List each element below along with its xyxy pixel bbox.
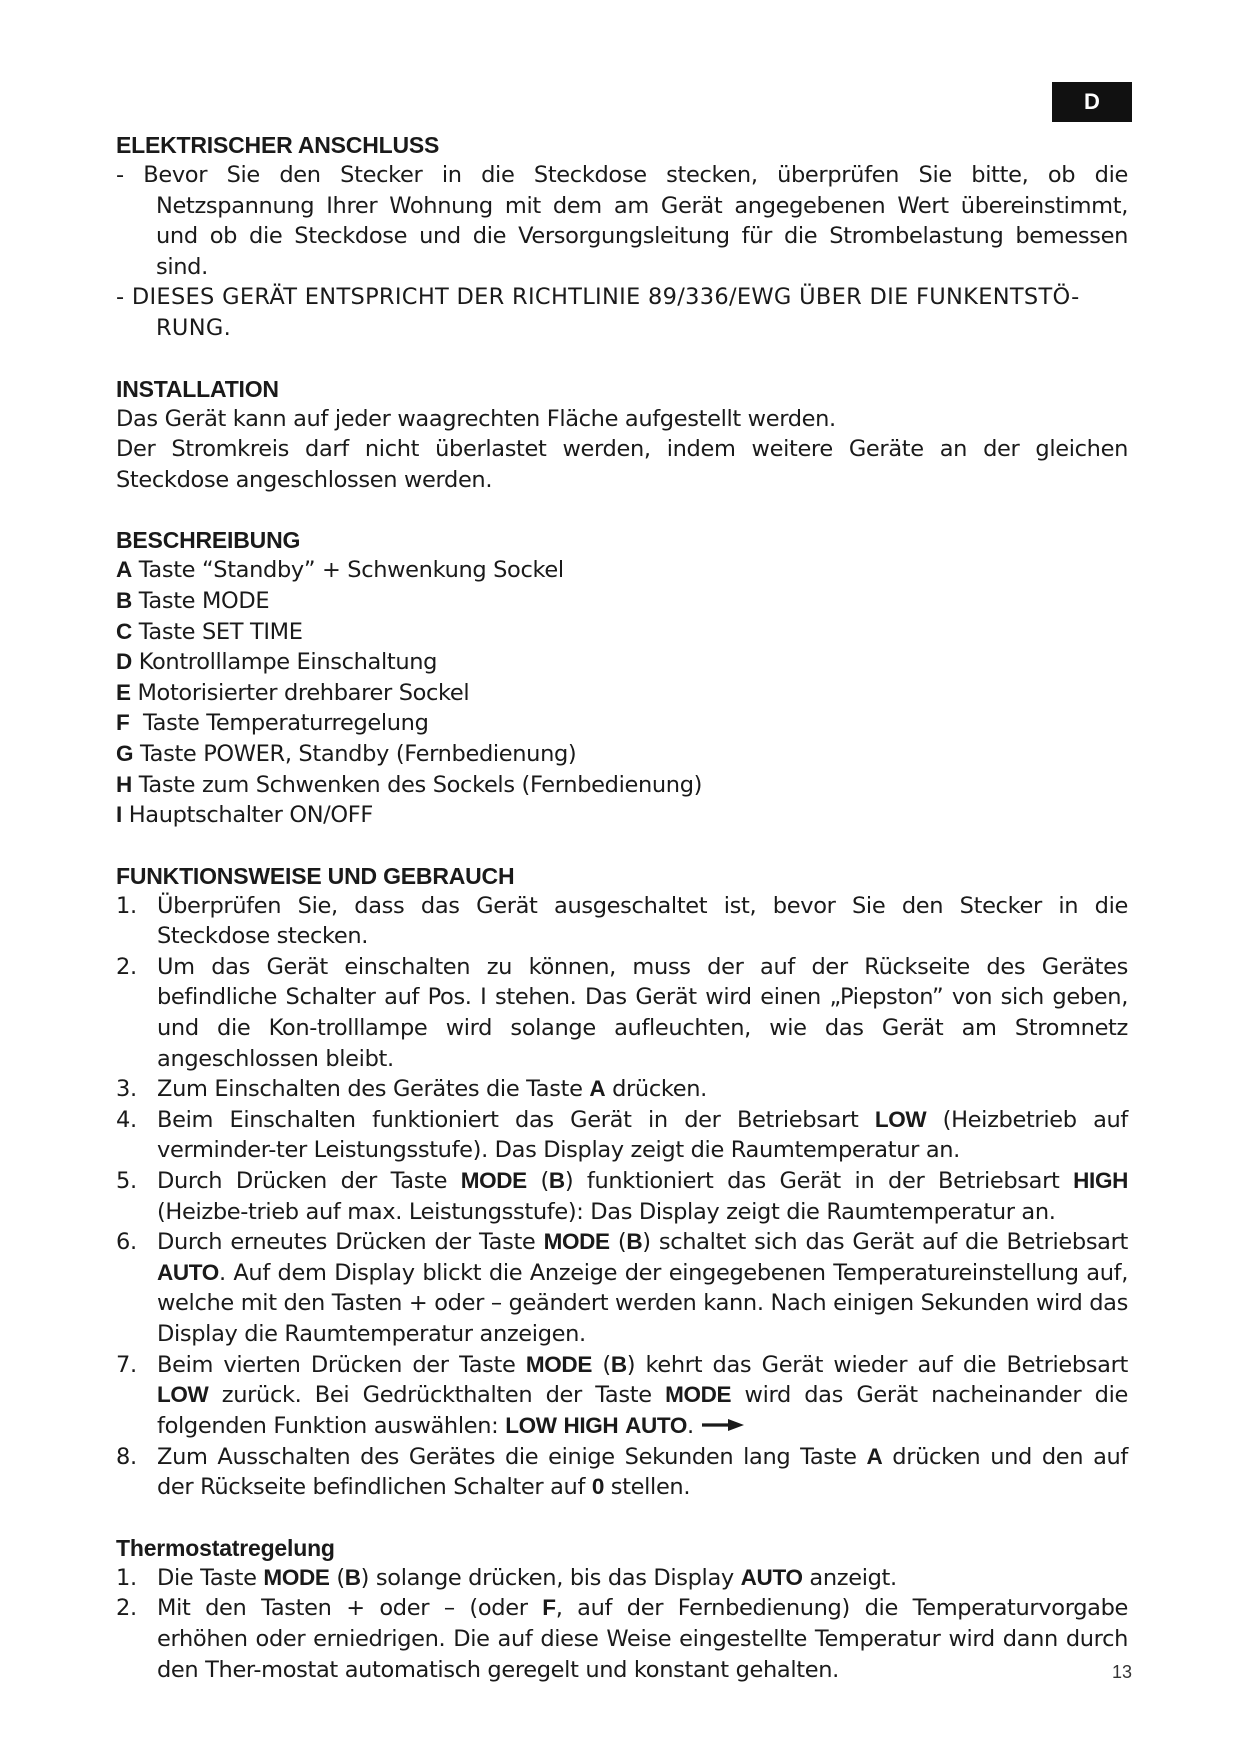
step-text: Die Taste	[157, 1564, 264, 1591]
step-keyword: B	[344, 1564, 361, 1590]
step-text: (	[609, 1229, 627, 1256]
step-keyword: B	[548, 1168, 565, 1194]
step-text: . Auf dem Display blickt die Anzeige der eingegebenen Temperatureinstellung auf, welche mit den Tasten + oder – geändert werden kann. Nach einigen Sekunden wird das Display die Raumtemperatur anzeigen.	[157, 1259, 1128, 1347]
description-item-i	[116, 800, 1128, 831]
description-text: Taste POWER, Standby (Fernbedienung)	[133, 740, 577, 767]
description-text: Hauptschalter ON/OFF	[121, 802, 373, 829]
section-thermostat-control	[116, 1533, 1128, 1685]
step-text: zurück. Bei Gedrückthalten der Taste	[208, 1382, 666, 1409]
page-content	[116, 130, 1128, 1685]
page-number: 13	[1111, 1662, 1132, 1682]
description-item-a	[116, 555, 1128, 586]
step-number: 7.	[116, 1351, 137, 1378]
section-installation	[116, 374, 1128, 496]
step-text: Zum Ausschalten des Gerätes die einige Sekunden lang Taste	[157, 1443, 867, 1470]
step-keyword: B	[626, 1229, 643, 1255]
step-number: 8.	[116, 1443, 137, 1470]
step-text: (Heizbetrieb auf verminder-ter Leistungsstufe). Das Display zeigt die Raumtemperatur an.	[157, 1106, 1128, 1164]
description-item-d	[116, 647, 1128, 678]
step-text: ) funktioniert das Gerät in der Betriebsart	[564, 1168, 1074, 1195]
step-text: anzeigt.	[802, 1564, 897, 1591]
step-keyword: 0	[591, 1474, 604, 1500]
description-key: I	[116, 802, 122, 828]
thermostat-steps-list	[116, 1563, 1128, 1685]
step-number: 2.	[116, 1595, 137, 1622]
operation-step-6	[116, 1227, 1128, 1349]
step-keyword: HIGH	[1073, 1168, 1128, 1194]
step-keyword: F	[542, 1595, 556, 1621]
step-text: drücken und den auf der Rückseite befindlichen Schalter auf	[157, 1443, 1128, 1501]
operation-step-5	[116, 1166, 1128, 1227]
description-item-c	[116, 617, 1128, 648]
step-number: 4.	[116, 1106, 137, 1133]
step-keyword: AUTO	[157, 1259, 219, 1285]
heading-operation-and-use: FUNKTIONSWEISE UND GEBRAUCH	[116, 862, 515, 889]
step-keyword: A	[589, 1076, 606, 1102]
description-text: Taste MODE	[131, 587, 270, 614]
heading-installation: INSTALLATION	[116, 375, 279, 402]
description-text: Kontrolllampe Einschaltung	[131, 649, 438, 676]
operation-step-8	[116, 1442, 1128, 1503]
description-key: E	[116, 679, 131, 705]
operation-step-7	[116, 1350, 1128, 1442]
description-text: Taste SET TIME	[131, 618, 303, 645]
description-item-b	[116, 586, 1128, 617]
operation-steps-list	[116, 891, 1128, 1503]
step-keyword: LOW	[157, 1382, 209, 1408]
description-item-h	[116, 770, 1128, 801]
installation-paragraph-2: Der Stromkreis darf nicht überlastet werden, indem weitere Geräte an der gleichen Steckdose angeschlossen werden.	[116, 436, 1128, 493]
step-keyword: MODE	[460, 1168, 527, 1194]
step-keyword: LOW	[874, 1106, 927, 1132]
thermostat-step-2	[116, 1593, 1128, 1685]
step-text: ) kehrt das Gerät wieder auf die Betriebsart	[626, 1351, 1128, 1378]
description-item-e	[116, 678, 1128, 709]
language-tab: D	[1052, 82, 1132, 122]
description-text: Taste Temperaturregelung	[129, 710, 429, 737]
description-key: H	[116, 771, 132, 797]
step-text: (Heizbe-trieb auf max. Leistungsstufe): Das Display zeigt die Raumtemperatur an.	[157, 1198, 1056, 1225]
operation-step-2	[116, 952, 1128, 1074]
step-text: Durch Drücken der Taste	[157, 1168, 461, 1195]
step-text: wird das Gerät nacheinander die folgenden Funktion auswählen:	[157, 1382, 1128, 1439]
step-text: Mit den Tasten + oder – (oder	[157, 1595, 543, 1622]
description-key: F	[116, 710, 130, 736]
description-key: A	[116, 557, 132, 583]
heading-electrical-connection: ELEKTRISCHER ANSCHLUSS	[116, 132, 440, 158]
step-keyword: LOW	[505, 1412, 557, 1438]
description-text: Taste zum Schwenken des Sockels (Fernbedienung)	[131, 771, 703, 798]
step-text: (	[329, 1564, 345, 1591]
step-number: 2.	[116, 953, 137, 980]
step-text: Um das Gerät einschalten zu können, muss der auf der Rückseite des Gerätes befindliche Schalter auf Pos. I stehen. Das Gerät wird einen „Piepston” von sich geben, und die Kon-trolllampe wird solange aufleuchten, wie das Gerät am Stromnetz angeschlossen bleibt.	[157, 953, 1128, 1072]
step-text: Zum Einschalten des Gerätes die Taste	[157, 1076, 590, 1103]
step-keyword: AUTO	[625, 1412, 688, 1438]
step-keyword: MODE	[665, 1382, 732, 1408]
step-text: , auf der Fernbedienung) die Temperaturvorgabe erhöhen oder erniedrigen. Die auf diese Weise eingestellte Temperatur wird dann durch den Ther-mostat automatisch geregelt und konstant gehalten.	[157, 1595, 1128, 1683]
description-key: B	[116, 587, 132, 613]
section-description	[116, 525, 1128, 830]
description-text: Motorisierter drehbarer Sockel	[130, 679, 470, 706]
step-number: 1.	[116, 1564, 137, 1591]
step-text: Beim Einschalten funktioniert das Gerät in der Betriebsart	[157, 1106, 875, 1133]
step-number: 1.	[116, 892, 137, 919]
step-keyword: MODE	[543, 1229, 610, 1255]
step-text: stellen.	[604, 1474, 691, 1501]
step-text: Durch erneutes Drücken der Taste	[157, 1229, 544, 1256]
step-text: Beim vierten Drücken der Taste	[157, 1351, 526, 1378]
step-text: .	[687, 1412, 694, 1439]
step-number: 3.	[116, 1076, 137, 1103]
operation-step-4	[116, 1105, 1128, 1166]
section-operation-and-use	[116, 861, 1128, 1503]
thermostat-step-1	[116, 1563, 1128, 1594]
heading-thermostat-control: Thermostatregelung	[116, 1534, 335, 1561]
section-electrical-connection	[116, 130, 1128, 344]
step-keyword: MODE	[263, 1564, 330, 1590]
description-key: D	[116, 649, 132, 675]
step-text: ) solange drücken, bis das Display	[360, 1564, 741, 1591]
arrow-right-icon	[700, 1411, 746, 1442]
description-item-g	[116, 739, 1128, 770]
step-number: 6.	[116, 1229, 137, 1256]
description-key: C	[116, 618, 132, 644]
electrical-item-2: - DIESES GERÄT ENTSPRICHT DER RICHTLINIE 89/336/EWG ÜBER DIE FUNKENTSTÖ-RUNG.	[116, 284, 1080, 341]
operation-step-1	[116, 891, 1128, 952]
step-keyword: B	[610, 1351, 627, 1377]
step-number: 5.	[116, 1168, 137, 1195]
step-text: (	[592, 1351, 611, 1378]
step-text: drücken.	[605, 1076, 707, 1103]
description-key: G	[116, 740, 134, 766]
step-text: ) schaltet sich das Gerät auf die Betriebsart	[642, 1229, 1128, 1256]
step-keyword: MODE	[525, 1351, 592, 1377]
step-keyword: AUTO	[740, 1564, 803, 1590]
electrical-item-1: - Bevor Sie den Stecker in die Steckdose stecken, überprüfen Sie bitte, ob die Netzspannung Ihrer Wohnung mit dem am Gerät angegebenen Wert übereinstimmt, und ob die Steckdose und die Versorgungsleitung für die Strombelastung bemessen sind.	[116, 162, 1128, 280]
step-keyword: HIGH	[563, 1412, 619, 1438]
step-keyword: A	[866, 1443, 883, 1469]
step-text: (	[526, 1168, 549, 1195]
operation-step-3	[116, 1074, 1128, 1105]
step-text: Überprüfen Sie, dass das Gerät ausgeschaltet ist, bevor Sie den Stecker in die Steckdose stecken.	[157, 892, 1128, 950]
heading-description: BESCHREIBUNG	[116, 527, 301, 554]
installation-paragraph-1: Das Gerät kann auf jeder waagrechten Fläche aufgestellt werden.	[116, 405, 836, 432]
description-text: Taste “Standby” + Schwenkung Sockel	[131, 557, 564, 584]
description-item-f	[116, 708, 1128, 739]
